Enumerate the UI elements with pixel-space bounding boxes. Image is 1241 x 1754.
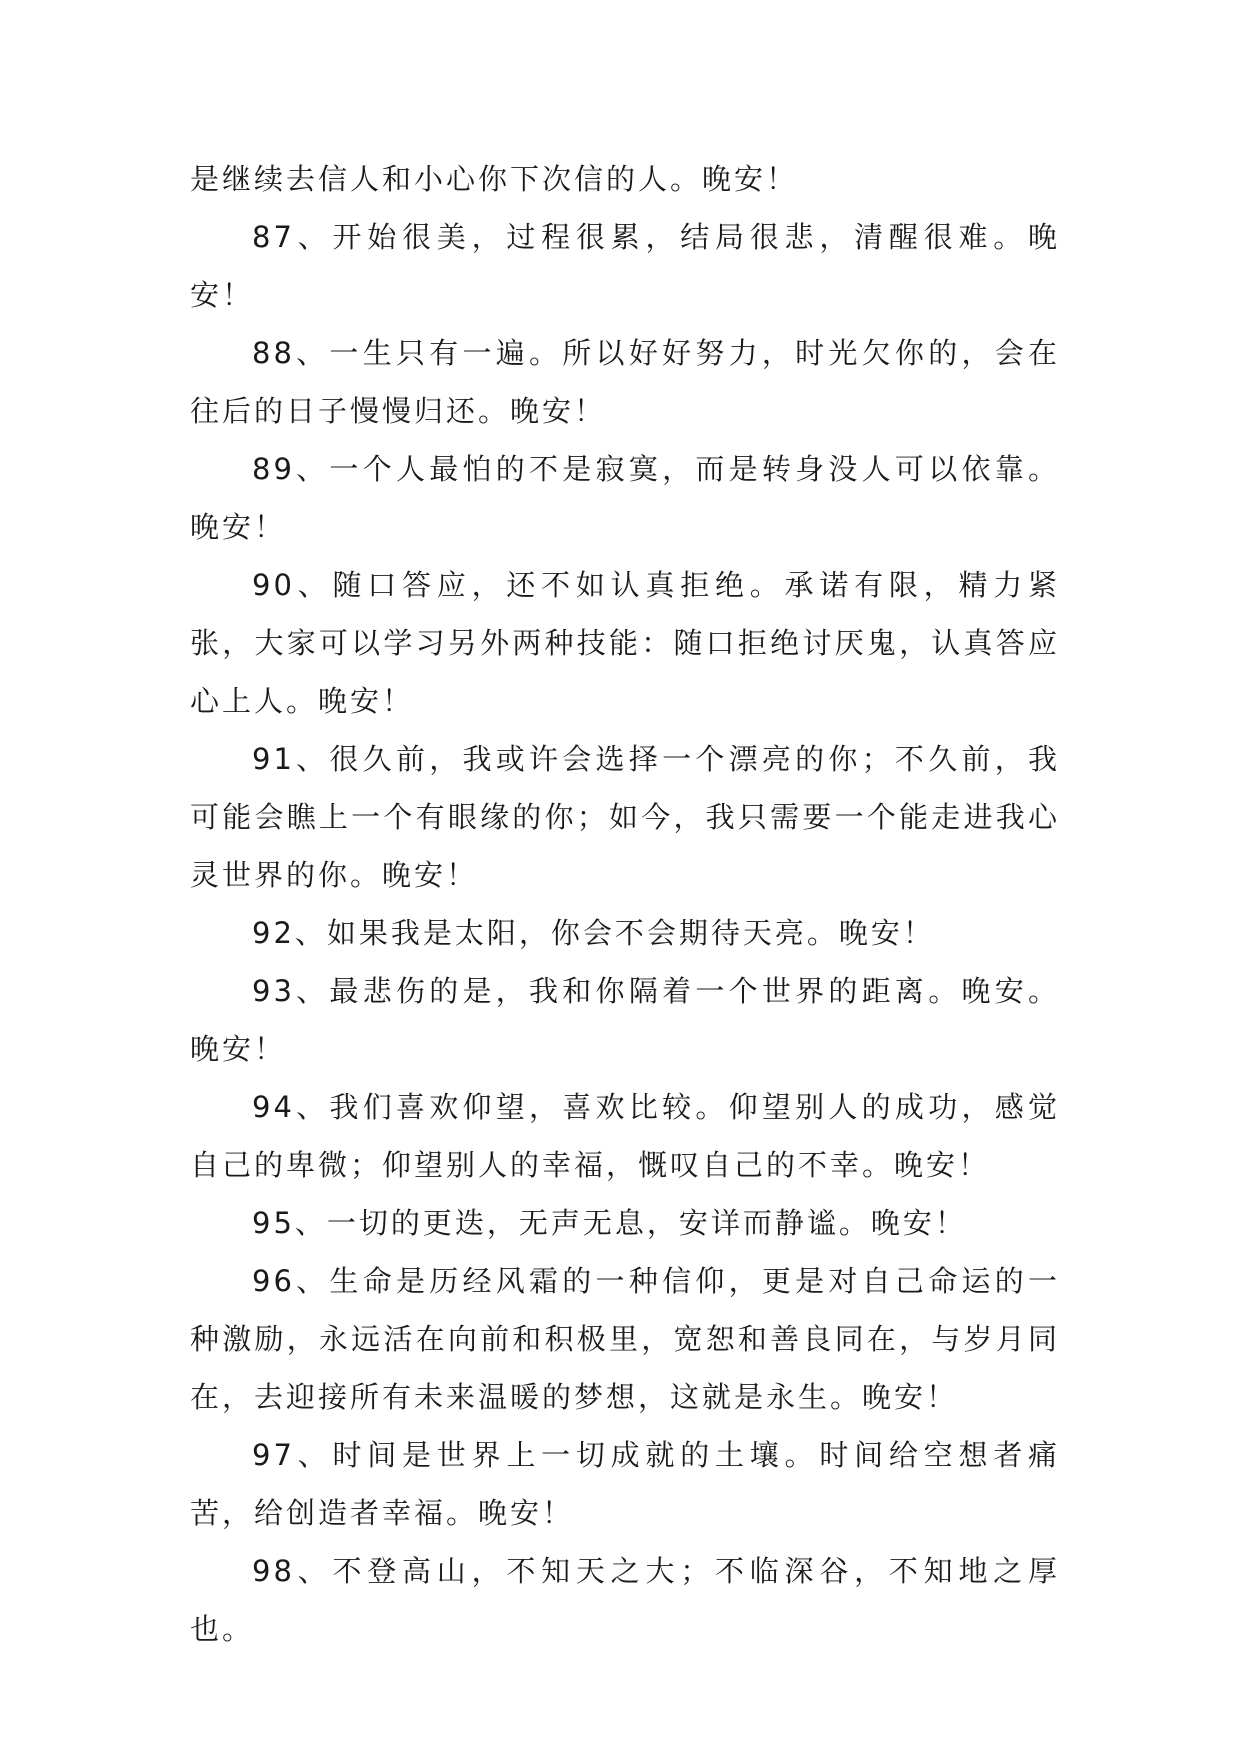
- paragraph-95: 95、一切的更迭，无声无息，安详而静谧。晚安！: [252, 1206, 967, 1240]
- paragraph-91: 91、很久前，我或许会选择一个漂亮的你；不久前，我可能会瞧上一个有眼缘的你；如今，我只需要一个能走进我心灵世界的你。晚安！: [190, 742, 1060, 892]
- paragraph-90: 90、随口答应，还不如认真拒绝。承诺有限，精力紧张，大家可以学习另外两种技能：随口拒绝讨厌鬼，认真答应心上人。晚安！: [190, 568, 1060, 718]
- paragraph-94: 94、我们喜欢仰望，喜欢比较。仰望别人的成功，感觉自己的卑微；仰望别人的幸福，慨叹自己的不幸。晚安！: [190, 1090, 1060, 1182]
- paragraph-93: 93、最悲伤的是，我和你隔着一个世界的距离。晚安。晚安！: [190, 974, 1060, 1066]
- paragraph-87: 87、开始很美，过程很累，结局很悲，清醒很难。晚安！: [190, 220, 1060, 312]
- paragraph-96: 96、生命是历经风霜的一种信仰，更是对自己命运的一种激励，永远活在向前和积极里，宽恕和善良同在，与岁月同在，去迎接所有未来温暖的梦想，这就是永生。晚安！: [190, 1264, 1060, 1414]
- paragraph-97: 97、时间是世界上一切成就的土壤。时间给空想者痛苦，给创造者幸福。晚安！: [190, 1438, 1060, 1530]
- paragraph-98: 98、不登高山，不知天之大；不临深谷，不知地之厚也。: [190, 1554, 1060, 1646]
- paragraph-92: 92、如果我是太阳，你会不会期待天亮。晚安！: [252, 916, 935, 950]
- document-page: [190, 150, 1060, 1658]
- paragraph-89: 89、一个人最怕的不是寂寞，而是转身没人可以依靠。晚安！: [190, 452, 1060, 544]
- paragraph-continuation: 是继续去信人和小心你下次信的人。晚安！: [190, 162, 799, 196]
- paragraph-88: 88、一生只有一遍。所以好好努力，时光欠你的，会在往后的日子慢慢归还。晚安！: [190, 336, 1060, 428]
